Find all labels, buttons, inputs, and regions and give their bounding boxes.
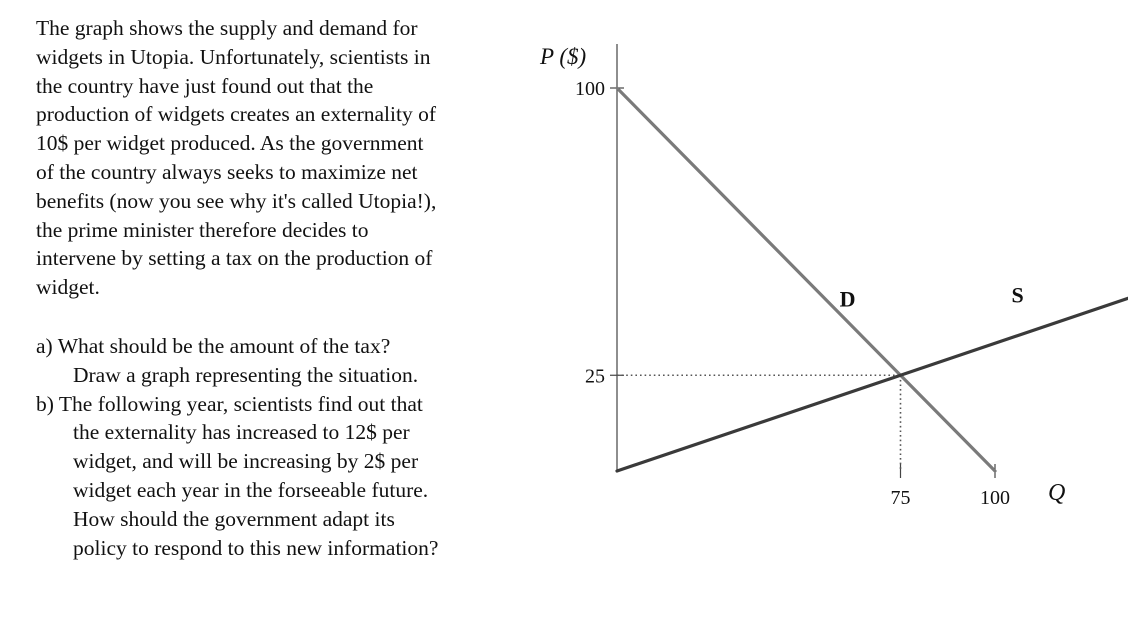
question-a-line: Draw a graph representing the situation. <box>73 362 419 387</box>
intro-line: widgets in Utopia. Unfortunately, scientists in <box>36 44 431 69</box>
series-labels <box>840 282 1024 311</box>
series-d-line <box>617 88 995 471</box>
intro-line: benefits (now you see why it's called Utopia!), <box>36 188 437 213</box>
question-a-line: a) What should be the amount of the tax? <box>36 333 391 358</box>
question-b-line: How should the government adapt its <box>73 506 395 531</box>
intro-line: widget. <box>36 275 100 300</box>
question-b-line: widget each year in the forseeable future. <box>73 477 429 502</box>
series-d-label: D <box>839 286 856 312</box>
x-axis-label: Q <box>1048 480 1066 506</box>
series-group <box>617 88 1128 471</box>
question-b-line: the externality has increased to 12$ per <box>73 420 410 445</box>
y-tick-label: 25 <box>585 365 605 388</box>
y-tick-label: 100 <box>575 78 605 100</box>
y-axis-label: P ($) <box>540 44 587 69</box>
x-tick-label: 100 <box>980 487 1010 509</box>
tick-group <box>575 78 1010 509</box>
intro-line: production of widgets creates an externality of <box>36 102 436 127</box>
intro-line: of the country always seeks to maximize net <box>36 159 418 184</box>
intro-line: intervene by setting a tax on the production of <box>36 246 433 271</box>
question-b-line: widget, and will be increasing by 2$ per <box>73 449 419 474</box>
series-s-label: S <box>1011 282 1024 308</box>
intro-line: the prime minister therefore decides to <box>36 217 369 242</box>
question-b-line: policy to respond to this new information? <box>73 535 439 560</box>
series-s-line <box>617 292 1128 471</box>
intro-line: 10$ per widget produced. As the government <box>36 131 424 156</box>
x-tick-label: 75 <box>890 487 911 509</box>
question-b-line: b) The following year, scientists find out that <box>36 391 423 416</box>
intro-line: the country have just found out that the <box>36 73 374 98</box>
intro-line: The graph shows the supply and demand for <box>36 16 418 40</box>
